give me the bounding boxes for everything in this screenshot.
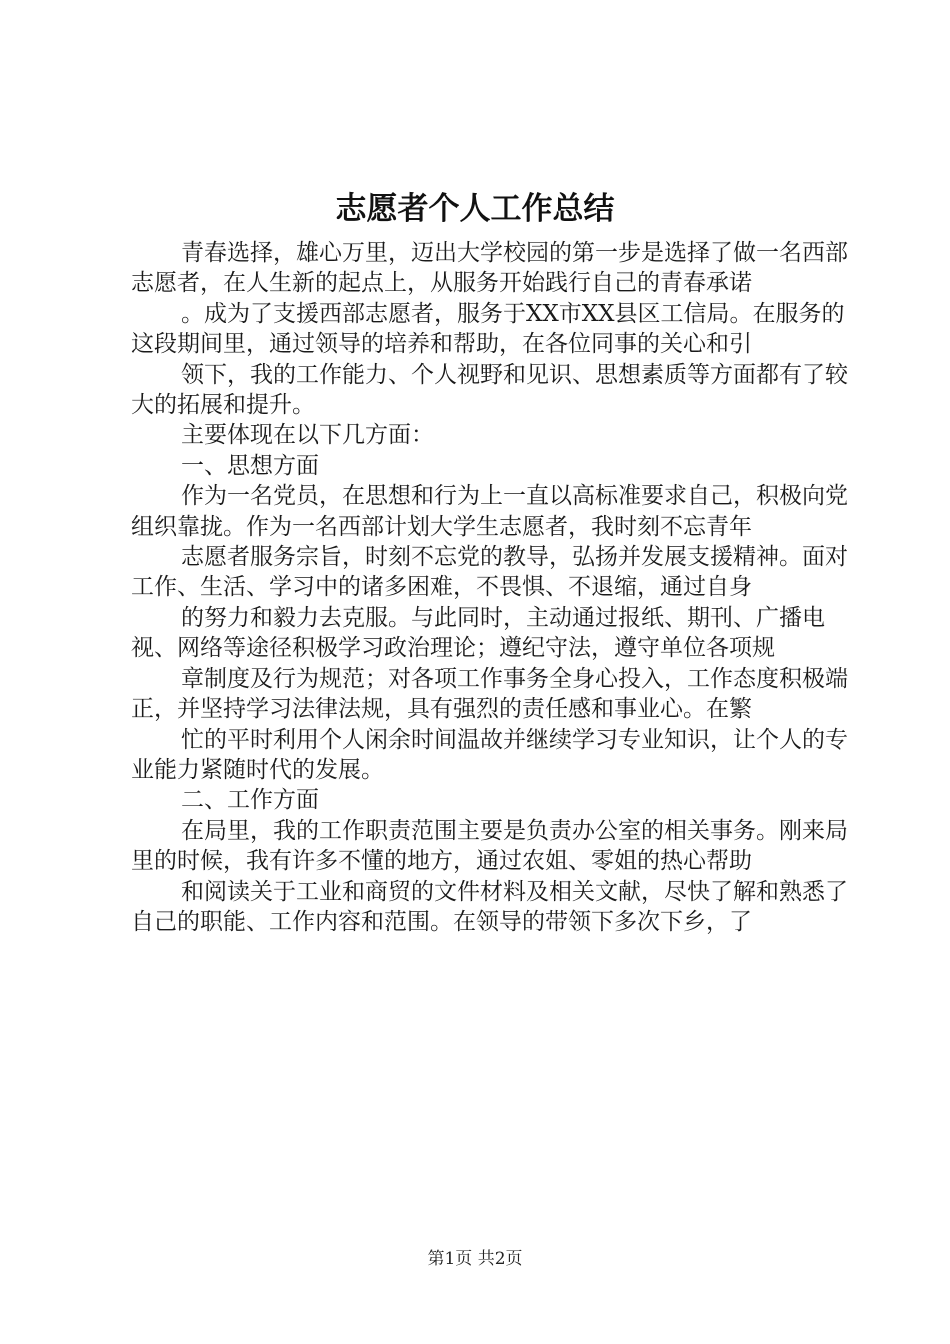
- paragraph: 志愿者服务宗旨，时刻不忘党的教导，弘扬并发展支援精神。面对工作、生活、学习中的诸多困难，不畏惧、不退缩，通过自身: [131, 544, 848, 601]
- paragraph: 和阅读关于工业和商贸的文件材料及相关文献，尽快了解和熟悉了自己的职能、工作内容和范围。在领导的带领下多次下乡，了: [131, 878, 848, 935]
- page-number-footer: 第1页 共2页: [427, 1249, 523, 1269]
- paragraph: 章制度及行为规范；对各项工作事务全身心投入，工作态度积极端正，并坚持学习法律法规，具有强烈的责任感和事业心。在繁: [131, 665, 848, 723]
- paragraph: 作为一名党员，在思想和行为上一直以高标准要求自己，积极向党组织靠拢。作为一名西部计划大学生志愿者，我时刻不忘青年: [131, 483, 848, 540]
- section-heading: 一、思想方面: [181, 452, 319, 479]
- paragraph: 忙的平时利用个人闲余时间温故并继续学习专业知识，让个人的专业能力紧随时代的发展。: [131, 726, 848, 783]
- paragraph: 领下，我的工作能力、个人视野和见识、思想素质等方面都有了较大的拓展和提升。: [131, 361, 848, 419]
- paragraph: 主要体现在以下几方面：: [181, 422, 434, 449]
- section-heading: 二、工作方面: [181, 787, 319, 814]
- document-body: [131, 238, 851, 937]
- paragraph: 的努力和毅力去克服。与此同时，主动通过报纸、期刊、广播电视、网络等途径积极学习政治理论；遵纪守法，遵守单位各项规: [131, 604, 825, 662]
- paragraph: 。成为了支援西部志愿者，服务于XX市XX县区工信局。在服务的这段期间里，通过领导的培养和帮助，在各位同事的关心和引: [131, 300, 845, 358]
- document-title: 志愿者个人工作总结: [335, 191, 615, 227]
- paragraph: 在局里，我的工作职责范围主要是负责办公室的相关事务。刚来局里的时候，我有许多不懂的地方，通过农姐、零姐的热心帮助: [131, 817, 848, 875]
- paragraph: 青春选择，雄心万里，迈出大学校园的第一步是选择了做一名西部志愿者，在人生新的起点上，从服务开始践行自己的青春承诺: [131, 240, 848, 297]
